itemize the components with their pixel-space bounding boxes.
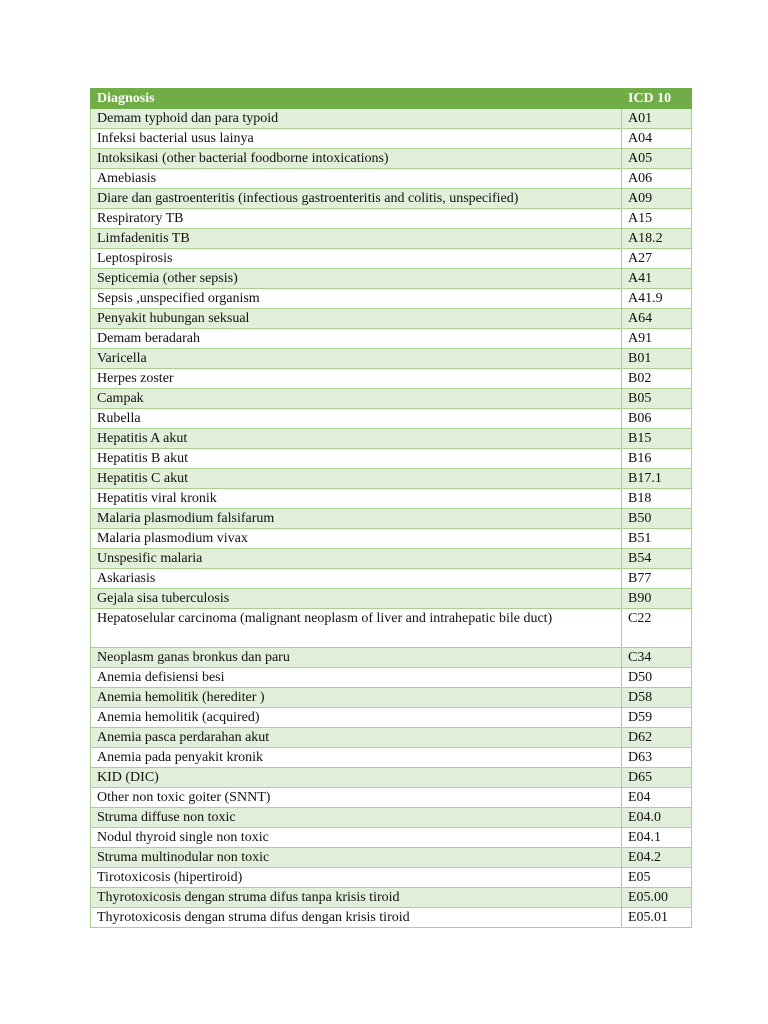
icd-code-cell: C22 (622, 609, 692, 648)
diagnosis-cell: Limfadenitis TB (91, 229, 622, 249)
icd-code-cell: A41 (622, 269, 692, 289)
table-row (91, 529, 692, 549)
table-row (91, 668, 692, 688)
icd-code-cell: A15 (622, 209, 692, 229)
table-row (91, 449, 692, 469)
icd-code-cell: A64 (622, 309, 692, 329)
icd-code-cell: A06 (622, 169, 692, 189)
diagnosis-cell: Thyrotoxicosis dengan struma difus tanpa krisis tiroid (91, 888, 622, 908)
table-row (91, 209, 692, 229)
icd-code-cell: B05 (622, 389, 692, 409)
table-row (91, 908, 692, 928)
table-header-row (91, 89, 692, 109)
table-row (91, 129, 692, 149)
diagnosis-cell: Amebiasis (91, 169, 622, 189)
table-row (91, 509, 692, 529)
table-row (91, 329, 692, 349)
diagnosis-cell: Other non toxic goiter (SNNT) (91, 788, 622, 808)
table-row (91, 808, 692, 828)
table-row (91, 349, 692, 369)
table-row (91, 409, 692, 429)
diagnosis-cell: Hepatitis viral kronik (91, 489, 622, 509)
table-row (91, 848, 692, 868)
icd-code-cell: E05.01 (622, 908, 692, 928)
diagnosis-cell: Neoplasm ganas bronkus dan paru (91, 648, 622, 668)
table-row (91, 728, 692, 748)
diagnosis-cell: Herpes zoster (91, 369, 622, 389)
table-row (91, 768, 692, 788)
table-row (91, 489, 692, 509)
table-row (91, 429, 692, 449)
table-row (91, 249, 692, 269)
icd-code-cell: D63 (622, 748, 692, 768)
diagnosis-cell: Nodul thyroid single non toxic (91, 828, 622, 848)
diagnosis-cell: Demam beradarah (91, 329, 622, 349)
icd-code-cell: B16 (622, 449, 692, 469)
icd-code-cell: C34 (622, 648, 692, 668)
icd-code-cell: A04 (622, 129, 692, 149)
table-row (91, 828, 692, 848)
icd-code-cell: B50 (622, 509, 692, 529)
icd-code-cell: B18 (622, 489, 692, 509)
table-row (91, 289, 692, 309)
icd-code-cell: B54 (622, 549, 692, 569)
diagnosis-cell: Malaria plasmodium vivax (91, 529, 622, 549)
diagnosis-cell: Penyakit hubungan seksual (91, 309, 622, 329)
diagnosis-cell: Anemia hemolitik (herediter ) (91, 688, 622, 708)
icd-code-cell: D59 (622, 708, 692, 728)
diagnosis-cell: Anemia pasca perdarahan akut (91, 728, 622, 748)
icd-code-cell: B06 (622, 409, 692, 429)
table-row (91, 788, 692, 808)
diagnosis-cell: Varicella (91, 349, 622, 369)
diagnosis-cell: Infeksi bacterial usus lainya (91, 129, 622, 149)
icd-code-cell: E04.2 (622, 848, 692, 868)
diagnosis-cell: Campak (91, 389, 622, 409)
table-row (91, 589, 692, 609)
icd-code-cell: A01 (622, 109, 692, 129)
diagnosis-cell: Respiratory TB (91, 209, 622, 229)
icd-code-cell: D58 (622, 688, 692, 708)
diagnosis-cell: Demam typhoid dan para typoid (91, 109, 622, 129)
table-row (91, 369, 692, 389)
diagnosis-cell: Sepsis ,unspecified organism (91, 289, 622, 309)
table-row (91, 609, 692, 648)
icd-code-cell: A27 (622, 249, 692, 269)
table-row (91, 149, 692, 169)
icd-code-cell: D65 (622, 768, 692, 788)
diagnosis-cell: Intoksikasi (other bacterial foodborne intoxications) (91, 149, 622, 169)
icd-code-cell: B02 (622, 369, 692, 389)
icd-code-cell: D50 (622, 668, 692, 688)
table-row (91, 309, 692, 329)
icd-code-cell: B15 (622, 429, 692, 449)
table-row (91, 229, 692, 249)
icd-code-cell: B01 (622, 349, 692, 369)
diagnosis-cell: Anemia defisiensi besi (91, 668, 622, 688)
diagnosis-cell: Diare dan gastroenteritis (infectious gastroenteritis and colitis, unspecified) (91, 189, 622, 209)
table-row (91, 549, 692, 569)
diagnosis-cell: Hepatoselular carcinoma (malignant neoplasm of liver and intrahepatic bile duct) (91, 609, 622, 648)
column-header-icd10: ICD 10 (622, 89, 692, 109)
table-row (91, 169, 692, 189)
icd-code-cell: E04.0 (622, 808, 692, 828)
table-row (91, 469, 692, 489)
diagnosis-cell: Hepatitis B akut (91, 449, 622, 469)
table-row (91, 688, 692, 708)
diagnosis-cell: Septicemia (other sepsis) (91, 269, 622, 289)
diagnosis-cell: Askariasis (91, 569, 622, 589)
icd-code-cell: A09 (622, 189, 692, 209)
diagnosis-cell: Leptospirosis (91, 249, 622, 269)
diagnosis-cell: Unspesific malaria (91, 549, 622, 569)
diagnosis-cell: Hepatitis A akut (91, 429, 622, 449)
table-row (91, 748, 692, 768)
icd-code-cell: E04 (622, 788, 692, 808)
diagnosis-cell: Thyrotoxicosis dengan struma difus dengan krisis tiroid (91, 908, 622, 928)
diagnosis-cell: Anemia hemolitik (acquired) (91, 708, 622, 728)
diagnosis-cell: Tirotoxicosis (hipertiroid) (91, 868, 622, 888)
icd-code-cell: B51 (622, 529, 692, 549)
icd-code-cell: B17.1 (622, 469, 692, 489)
icd-code-cell: E04.1 (622, 828, 692, 848)
icd-table (90, 88, 692, 928)
icd-code-cell: E05.00 (622, 888, 692, 908)
diagnosis-cell: Struma diffuse non toxic (91, 808, 622, 828)
diagnosis-cell: Gejala sisa tuberculosis (91, 589, 622, 609)
icd-code-cell: B90 (622, 589, 692, 609)
icd-code-cell: E05 (622, 868, 692, 888)
icd-code-cell: A41.9 (622, 289, 692, 309)
table-row (91, 569, 692, 589)
table-row (91, 868, 692, 888)
icd-code-cell: B77 (622, 569, 692, 589)
diagnosis-cell: KID (DIC) (91, 768, 622, 788)
diagnosis-cell: Malaria plasmodium falsifarum (91, 509, 622, 529)
table-row (91, 648, 692, 668)
diagnosis-cell: Hepatitis C akut (91, 469, 622, 489)
table-row (91, 708, 692, 728)
column-header-diagnosis: Diagnosis (91, 89, 622, 109)
diagnosis-cell: Anemia pada penyakit kronik (91, 748, 622, 768)
icd-code-cell: A05 (622, 149, 692, 169)
table-row (91, 189, 692, 209)
diagnosis-cell: Rubella (91, 409, 622, 429)
table-row (91, 109, 692, 129)
icd-code-cell: A18.2 (622, 229, 692, 249)
diagnosis-cell: Struma multinodular non toxic (91, 848, 622, 868)
icd-code-cell: D62 (622, 728, 692, 748)
icd-code-cell: A91 (622, 329, 692, 349)
table-row (91, 389, 692, 409)
table-body (91, 109, 692, 928)
table-row (91, 269, 692, 289)
table-row (91, 888, 692, 908)
